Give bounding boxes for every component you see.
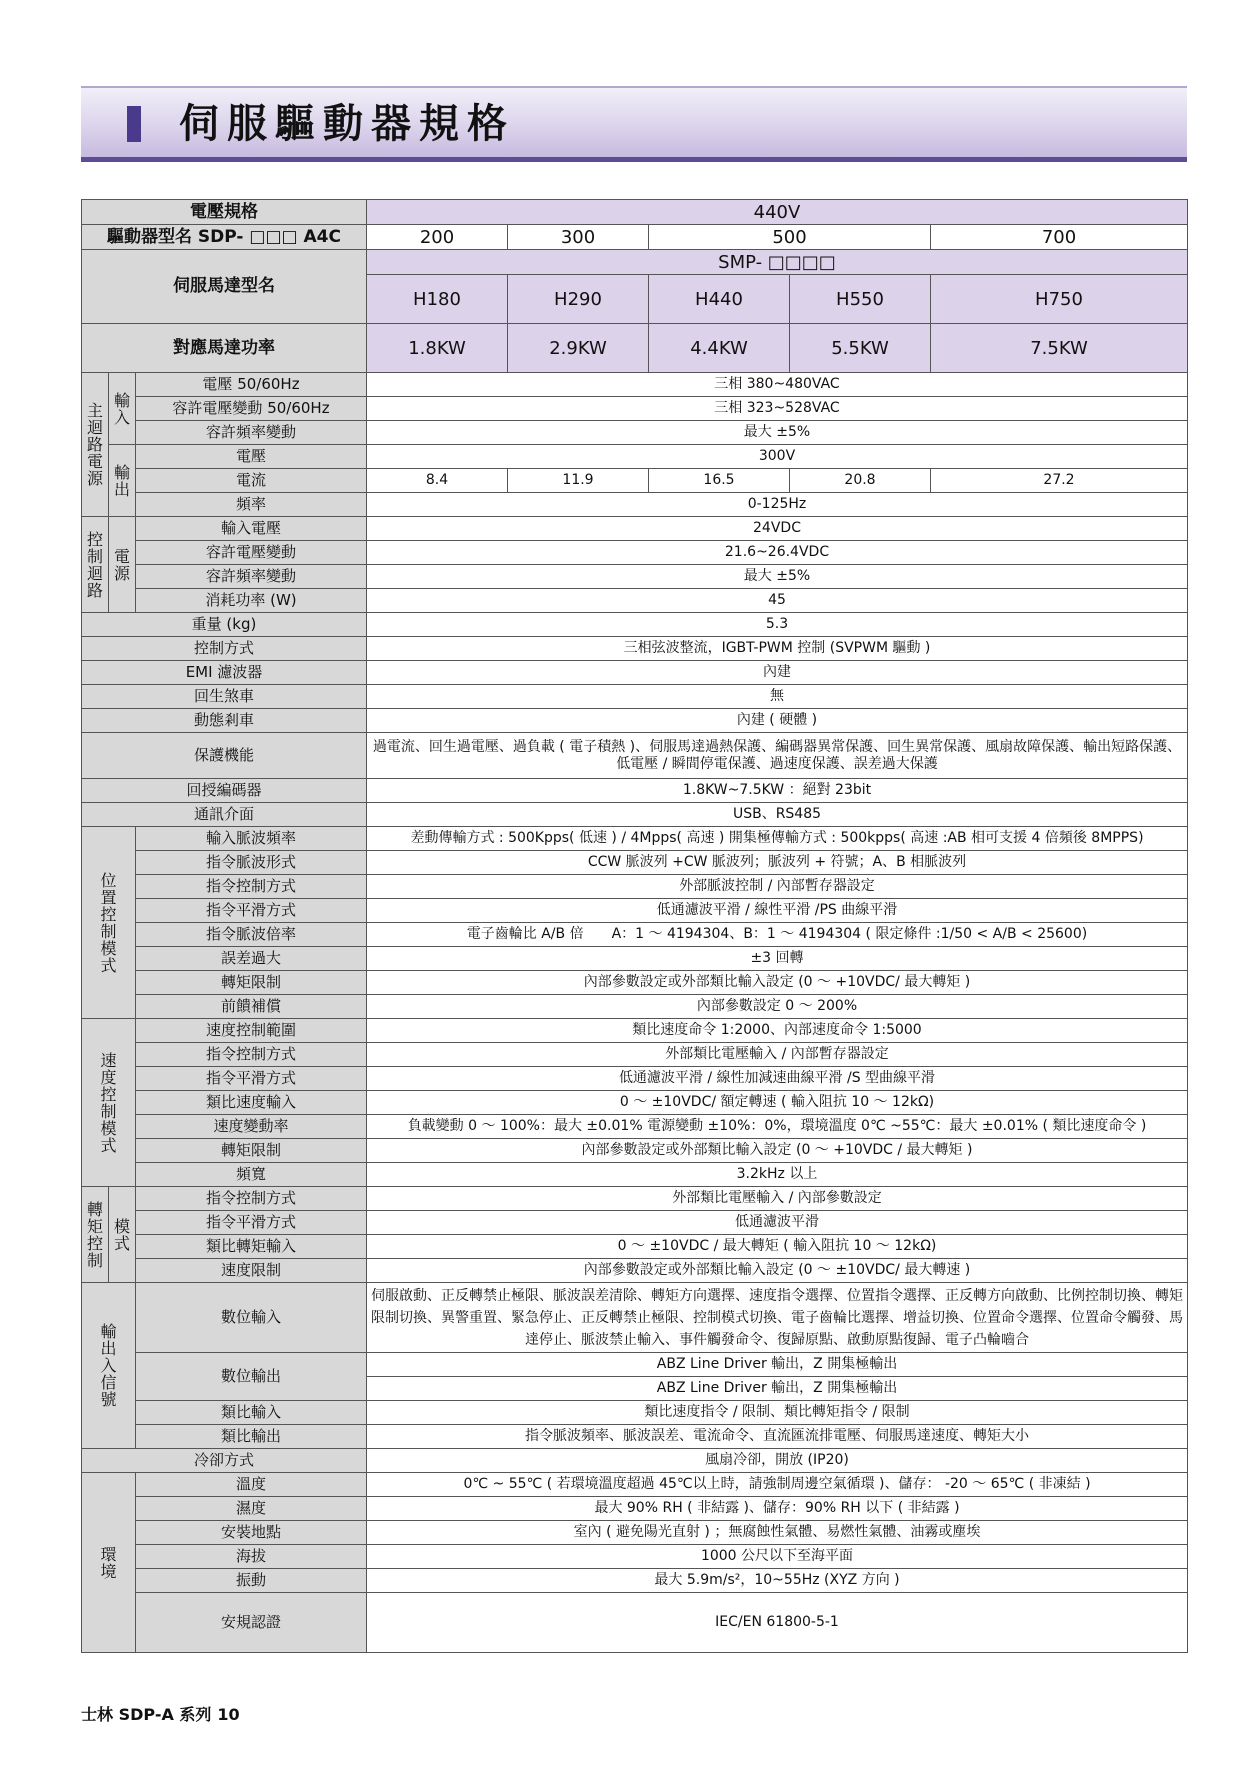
row-label: 回授編碼器 <box>82 779 367 803</box>
current-value-3: 16.5 <box>649 469 790 493</box>
row-value: 3.2kHz 以上 <box>367 1163 1188 1187</box>
row-value: 類比速度命令 1:2000、內部速度命令 1:5000 <box>367 1019 1188 1043</box>
row-value: 室內 ( 避免陽光直射 ) ；無腐蝕性氣體、易燃性氣體、油霧或塵埃 <box>367 1521 1188 1545</box>
row-label: 類比輸出 <box>136 1425 367 1449</box>
row-value: 三相弦波整流，IGBT-PWM 控制 (SVPWM 驅動 ) <box>367 637 1188 661</box>
motor-power-1: 1.8KW <box>367 324 508 373</box>
row-value: IEC/EN 61800-5-1 <box>367 1593 1188 1653</box>
row-value: 0 ～ ±10VDC / 最大轉矩 ( 輸入阻抗 10 ～ 12kΩ) <box>367 1235 1188 1259</box>
group-environment: 環境 <box>82 1473 136 1653</box>
row-label: 振動 <box>136 1569 367 1593</box>
row-label: 重量 (kg) <box>82 613 367 637</box>
row-label: 指令控制方式 <box>136 1187 367 1211</box>
row-value: CCW 脈波列 +CW 脈波列；脈波列 + 符號；A、B 相脈波列 <box>367 851 1188 875</box>
group-input: 輸入 <box>109 373 136 445</box>
row-label: 控制方式 <box>82 637 367 661</box>
row-value: 5.3 <box>367 613 1188 637</box>
row-label: 速度限制 <box>136 1259 367 1283</box>
title-accent-bar <box>127 106 141 142</box>
row-label: 通訊介面 <box>82 803 367 827</box>
row-value: ABZ Line Driver 輸出，Z 開集極輸出 <box>367 1377 1188 1401</box>
motor-model-h440: H440 <box>649 275 790 324</box>
row-value: 外部類比電壓輸入 / 內部參數設定 <box>367 1187 1188 1211</box>
row-value: 0℃ ~ 55℃ ( 若環境溫度超過 45℃以上時，請強制周邊空氣循環 )、儲存： -20 ～ 65℃ ( 非凍結 ) <box>367 1473 1188 1497</box>
row-label: 速度變動率 <box>136 1115 367 1139</box>
row-value: 外部脈波控制 / 內部暫存器設定 <box>367 875 1188 899</box>
row-value: 三相 380~480VAC <box>367 373 1188 397</box>
row-label: 輸入脈波頻率 <box>136 827 367 851</box>
spec-table <box>81 199 1188 1653</box>
driver-model-200: 200 <box>367 225 508 250</box>
row-value: 最大 ±5% <box>367 421 1188 445</box>
group-speed-mode: 速度控制模式 <box>82 1019 136 1187</box>
motor-model-label: 伺服馬達型名 <box>82 250 367 324</box>
motor-power-label: 對應馬達功率 <box>82 324 367 373</box>
row-label: 容許電壓變動 <box>136 541 367 565</box>
row-label: 電流 <box>136 469 367 493</box>
current-value-1: 8.4 <box>367 469 508 493</box>
row-value: 伺服啟動、正反轉禁止極限、脈波誤差清除、轉矩方向選擇、速度指令選擇、位置指令選擇、正反轉方向啟動、比例控制切換、轉矩限制切換、異警重置、緊急停止、正反轉禁止極限、控制模式切換、電子齒輪比選擇、增益切換、位置命令選擇、位置命令觸發、馬達停止、脈波禁止輸入、事件觸發命令、復歸原點、啟動原點復歸、電子凸輪嚙合 <box>367 1283 1188 1353</box>
row-label: 安裝地點 <box>136 1521 367 1545</box>
row-label: 電壓 <box>136 445 367 469</box>
row-label: 指令平滑方式 <box>136 1067 367 1091</box>
motor-power-3: 4.4KW <box>649 324 790 373</box>
current-value-5: 27.2 <box>931 469 1188 493</box>
row-label: 容許電壓變動 50/60Hz <box>136 397 367 421</box>
row-label: 誤差過大 <box>136 947 367 971</box>
row-value: 類比速度指令 / 限制、類比轉矩指令 / 限制 <box>367 1401 1188 1425</box>
row-label: 冷卻方式 <box>82 1449 367 1473</box>
row-value: 最大 5.9m/s²，10~55Hz (XYZ 方向 ) <box>367 1569 1188 1593</box>
title-banner <box>81 86 1187 162</box>
motor-model-prefix: SMP- □□□□ <box>367 250 1188 275</box>
row-label: 轉矩限制 <box>136 971 367 995</box>
row-value: 過電流、回生過電壓、過負載 ( 電子積熱 )、伺服馬達過熱保護、編碼器異常保護、回生異常保護、風扇故障保護、輸出短路保護、低電壓 / 瞬間停電保護、過速度保護、誤差過大保護 <box>367 733 1188 779</box>
row-label: 安規認證 <box>136 1593 367 1653</box>
row-value: ABZ Line Driver 輸出，Z 開集極輸出 <box>367 1353 1188 1377</box>
row-label: EMI 濾波器 <box>82 661 367 685</box>
motor-model-h550: H550 <box>790 275 931 324</box>
row-label: 數位輸入 <box>136 1283 367 1353</box>
motor-power-5: 7.5KW <box>931 324 1188 373</box>
row-value: 低通濾波平滑 / 線性加減速曲線平滑 /S 型曲線平滑 <box>367 1067 1188 1091</box>
voltage-spec-value: 440V <box>367 200 1188 225</box>
row-value: 電子齒輪比 A/B 倍 A：1 ～ 4194304、B：1 ～ 4194304 ( 限定條件 :1/50 < A/B < 25600) <box>367 923 1188 947</box>
row-value: 0 ～ ±10VDC/ 額定轉速 ( 輸入阻抗 10 ～ 12kΩ) <box>367 1091 1188 1115</box>
row-value: 低通濾波平滑 / 線性平滑 /PS 曲線平滑 <box>367 899 1188 923</box>
row-label: 指令控制方式 <box>136 875 367 899</box>
group-torque-control: 轉矩控制 <box>82 1187 109 1283</box>
motor-power-4: 5.5KW <box>790 324 931 373</box>
row-label: 數位輸出 <box>136 1353 367 1401</box>
row-value: 內建 <box>367 661 1188 685</box>
row-label: 輸入電壓 <box>136 517 367 541</box>
row-value: 指令脈波頻率、脈波誤差、電流命令、直流匯流排電壓、伺服馬達速度、轉矩大小 <box>367 1425 1188 1449</box>
row-label: 濕度 <box>136 1497 367 1521</box>
motor-power-2: 2.9KW <box>508 324 649 373</box>
row-label: 速度控制範圍 <box>136 1019 367 1043</box>
row-label: 類比輸入 <box>136 1401 367 1425</box>
row-label: 指令平滑方式 <box>136 1211 367 1235</box>
row-value: 21.6~26.4VDC <box>367 541 1188 565</box>
row-value: 45 <box>367 589 1188 613</box>
row-label: 保護機能 <box>82 733 367 779</box>
row-label: 海拔 <box>136 1545 367 1569</box>
row-value: 負載變動 0 ～ 100%：最大 ±0.01% 電源變動 ±10%：0%，環境溫度 0℃ ~55℃：最大 ±0.01% ( 類比速度命令 ) <box>367 1115 1188 1139</box>
row-value: 1000 公尺以下至海平面 <box>367 1545 1188 1569</box>
row-value: 內部參數設定或外部類比輸入設定 (0 ～ ±10VDC/ 最大轉速 ) <box>367 1259 1188 1283</box>
row-label: 類比轉矩輸入 <box>136 1235 367 1259</box>
row-value: 300V <box>367 445 1188 469</box>
row-value: 低通濾波平滑 <box>367 1211 1188 1235</box>
row-label: 頻寬 <box>136 1163 367 1187</box>
row-value: 最大 90% RH ( 非結露 )、儲存：90% RH 以下 ( 非結露 ) <box>367 1497 1188 1521</box>
row-label: 電壓 50/60Hz <box>136 373 367 397</box>
row-label: 頻率 <box>136 493 367 517</box>
row-label: 指令脈波倍率 <box>136 923 367 947</box>
row-value: 內建 ( 硬體 ) <box>367 709 1188 733</box>
row-value: 1.8KW~7.5KW ：絕對 23bit <box>367 779 1188 803</box>
driver-model-label: 驅動器型名 SDP- □□□ A4C <box>82 225 367 250</box>
row-label: 容許頻率變動 <box>136 565 367 589</box>
row-value: 三相 323~528VAC <box>367 397 1188 421</box>
row-label: 消耗功率 (W) <box>136 589 367 613</box>
page-number: 10 <box>217 1705 240 1724</box>
row-value: 差動傳輸方式 : 500Kpps( 低速 ) / 4Mpps( 高速 ) 開集極傳輸方式 : 500kpps( 高速 :AB 相可支援 4 倍頻後 8MPPS) <box>367 827 1188 851</box>
motor-model-h750: H750 <box>931 275 1188 324</box>
row-value: 外部類比電壓輸入 / 內部暫存器設定 <box>367 1043 1188 1067</box>
group-control-power: 電源 <box>109 517 136 613</box>
motor-model-h290: H290 <box>508 275 649 324</box>
row-value: 24VDC <box>367 517 1188 541</box>
group-position-mode: 位置控制模式 <box>82 827 136 1019</box>
driver-model-500: 500 <box>649 225 931 250</box>
current-value-2: 11.9 <box>508 469 649 493</box>
group-output: 輸出 <box>109 445 136 517</box>
row-value: 0-125Hz <box>367 493 1188 517</box>
row-label: 回生煞車 <box>82 685 367 709</box>
row-value: ±3 回轉 <box>367 947 1188 971</box>
row-value: 內部參數設定 0 ～ 200% <box>367 995 1188 1019</box>
page-title: 伺服驅動器規格 <box>179 101 515 147</box>
row-value: 無 <box>367 685 1188 709</box>
row-value: 內部參數設定或外部類比輸入設定 (0 ～ +10VDC/ 最大轉矩 ) <box>367 971 1188 995</box>
row-label: 類比速度輸入 <box>136 1091 367 1115</box>
row-value: USB、RS485 <box>367 803 1188 827</box>
motor-model-h180: H180 <box>367 275 508 324</box>
group-io-signal: 輸出入信號 <box>82 1283 136 1449</box>
row-label: 溫度 <box>136 1473 367 1497</box>
row-label: 前饋補償 <box>136 995 367 1019</box>
row-value: 最大 ±5% <box>367 565 1188 589</box>
current-value-4: 20.8 <box>790 469 931 493</box>
row-value: 內部參數設定或外部類比輸入設定 (0 ～ +10VDC / 最大轉矩 ) <box>367 1139 1188 1163</box>
page-footer <box>81 1702 240 1725</box>
row-label: 轉矩限制 <box>136 1139 367 1163</box>
row-value: 風扇冷卻，開放 (IP20) <box>367 1449 1188 1473</box>
voltage-spec-label: 電壓規格 <box>82 200 367 225</box>
footer-series: 士林 SDP-A 系列 <box>81 1705 212 1724</box>
group-main-power: 主迴路電源 <box>82 373 109 517</box>
driver-model-700: 700 <box>931 225 1188 250</box>
row-label: 容許頻率變動 <box>136 421 367 445</box>
row-label: 指令脈波形式 <box>136 851 367 875</box>
group-control-circuit: 控制迴路 <box>82 517 109 613</box>
row-label: 動態剎車 <box>82 709 367 733</box>
driver-model-300: 300 <box>508 225 649 250</box>
row-label: 指令控制方式 <box>136 1043 367 1067</box>
row-label: 指令平滑方式 <box>136 899 367 923</box>
group-torque-mode: 模式 <box>109 1187 136 1283</box>
